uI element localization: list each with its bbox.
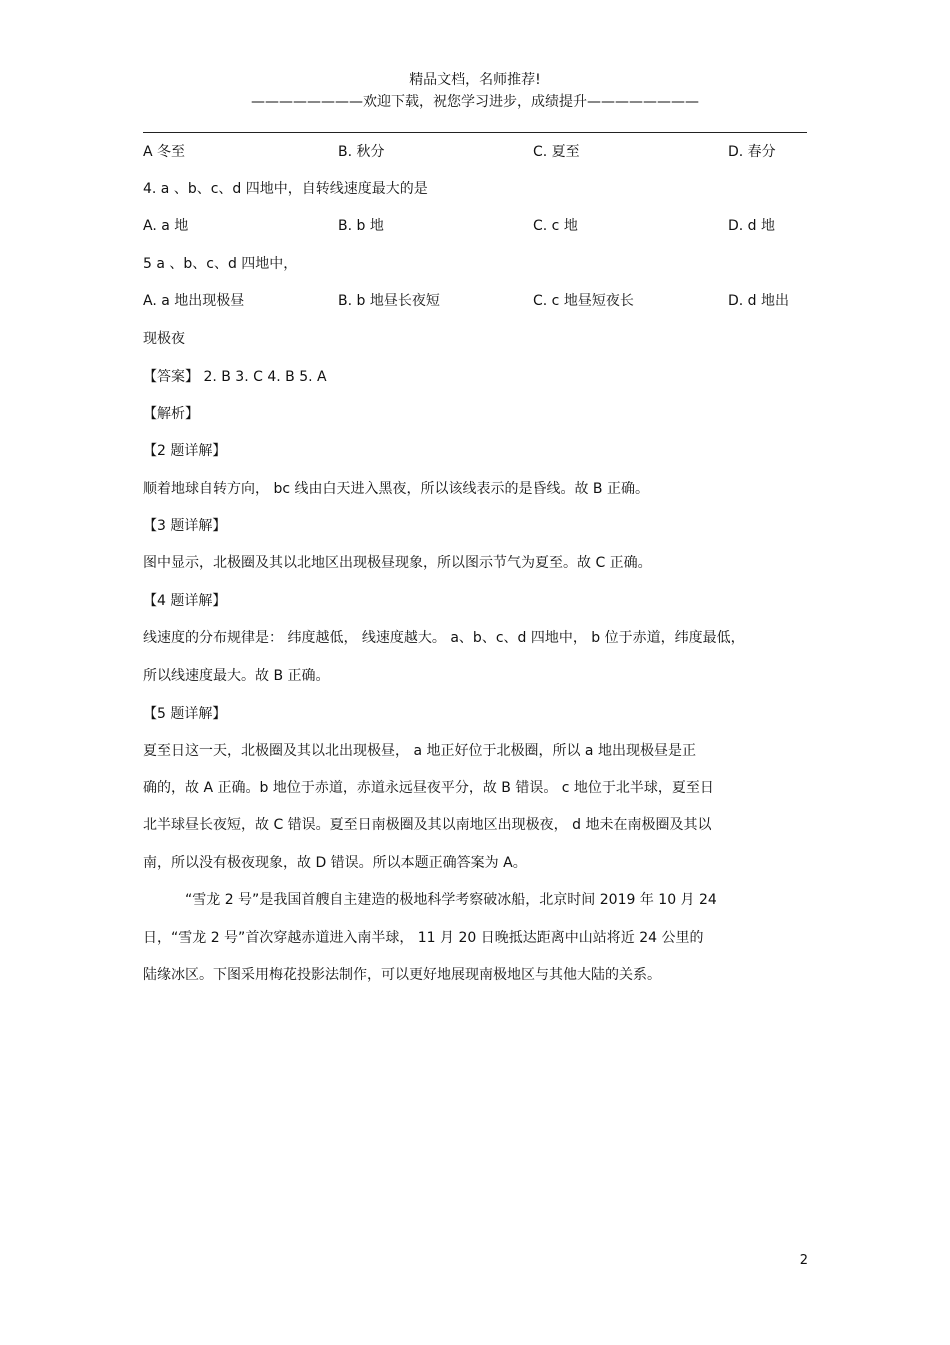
q5-option-b: B. b 地昼长夜短 <box>338 293 440 309</box>
q5-option-c: C. c 地昼短夜长 <box>533 293 634 309</box>
q4-option-d: D. d 地 <box>728 218 776 234</box>
q5-stem: 5 a 、b、c、d 四地中， <box>143 256 298 272</box>
detail-2-title: 【2 题详解】 <box>143 443 227 459</box>
detail-3-line: 图中显示，北极圈及其以北地区出现极昼现象，所以图示节气为夏至。故 C 正确。 <box>143 555 652 571</box>
answer-line: 【答案】 2. B 3. C 4. B 5. A <box>143 369 327 385</box>
q3-option-d: D. 春分 <box>728 144 776 160</box>
q4-option-a: A. a 地 <box>143 218 189 234</box>
header-title: 精品文档，名师推荐! <box>409 72 541 88</box>
detail-5-line: 夏至日这一天，北极圈及其以北出现极昼， a 地正好位于北极圈，所以 a 地出现极昼是正 <box>143 743 696 759</box>
detail-4-title: 【4 题详解】 <box>143 593 227 609</box>
detail-4-line: 线速度的分布规律是： 纬度越低， 线速度越大。 a、b、c、d 四地中， b 位于赤道，纬度最低， <box>143 630 745 646</box>
q5-option-d-cont: 现极夜 <box>143 331 185 347</box>
q4-stem: 4. a 、b、c、d 四地中，自转线速度最大的是 <box>143 181 428 197</box>
detail-5-line: 南，所以没有极夜现象，故 D 错误。所以本题正确答案为 A。 <box>143 855 527 871</box>
detail-5-line: 北半球昼长夜短，故 C 错误。夏至日南极圈及其以南地区出现极夜， d 地未在南极圈及其以 <box>143 817 712 833</box>
intro-line: 陆缘冰区。下图采用梅花投影法制作，可以更好地展现南极地区与其他大陆的关系。 <box>143 967 661 983</box>
detail-2-line: 顺着地球自转方向， bc 线由白天进入黑夜，所以该线表示的是昏线。故 B 正确。 <box>143 481 649 497</box>
page-number: 2 <box>799 1253 808 1268</box>
detail-3-title: 【3 题详解】 <box>143 518 227 534</box>
intro-line: 日，“雪龙 2 号”首次穿越赤道进入南半球， 11 月 20 日晚抵达距离中山站将近 24 公里的 <box>143 930 704 946</box>
header-rule <box>143 132 807 133</box>
q5-option-d: D. d 地出 <box>728 293 790 309</box>
q3-option-a: A 冬至 <box>143 144 186 160</box>
detail-5-line: 确的，故 A 正确。b 地位于赤道，赤道永远昼夜平分，故 B 错误。 c 地位于北半球，夏至日 <box>143 780 714 796</box>
analysis-label: 【解析】 <box>143 406 199 422</box>
q4-option-b: B. b 地 <box>338 218 384 234</box>
q4-option-c: C. c 地 <box>533 218 578 234</box>
q3-option-b: B. 秋分 <box>338 144 385 160</box>
detail-4-line: 所以线速度最大。故 B 正确。 <box>143 668 330 684</box>
q3-option-c: C. 夏至 <box>533 144 580 160</box>
detail-5-title: 【5 题详解】 <box>143 706 227 722</box>
intro-line: “雪龙 2 号”是我国首艘自主建造的极地科学考察破冰船，北京时间 2019 年 10 月 24 <box>185 892 717 908</box>
header-slogan: ————————欢迎下载，祝您学习进步，成绩提升———————— <box>251 94 699 110</box>
q5-option-a: A. a 地出现极昼 <box>143 293 245 309</box>
